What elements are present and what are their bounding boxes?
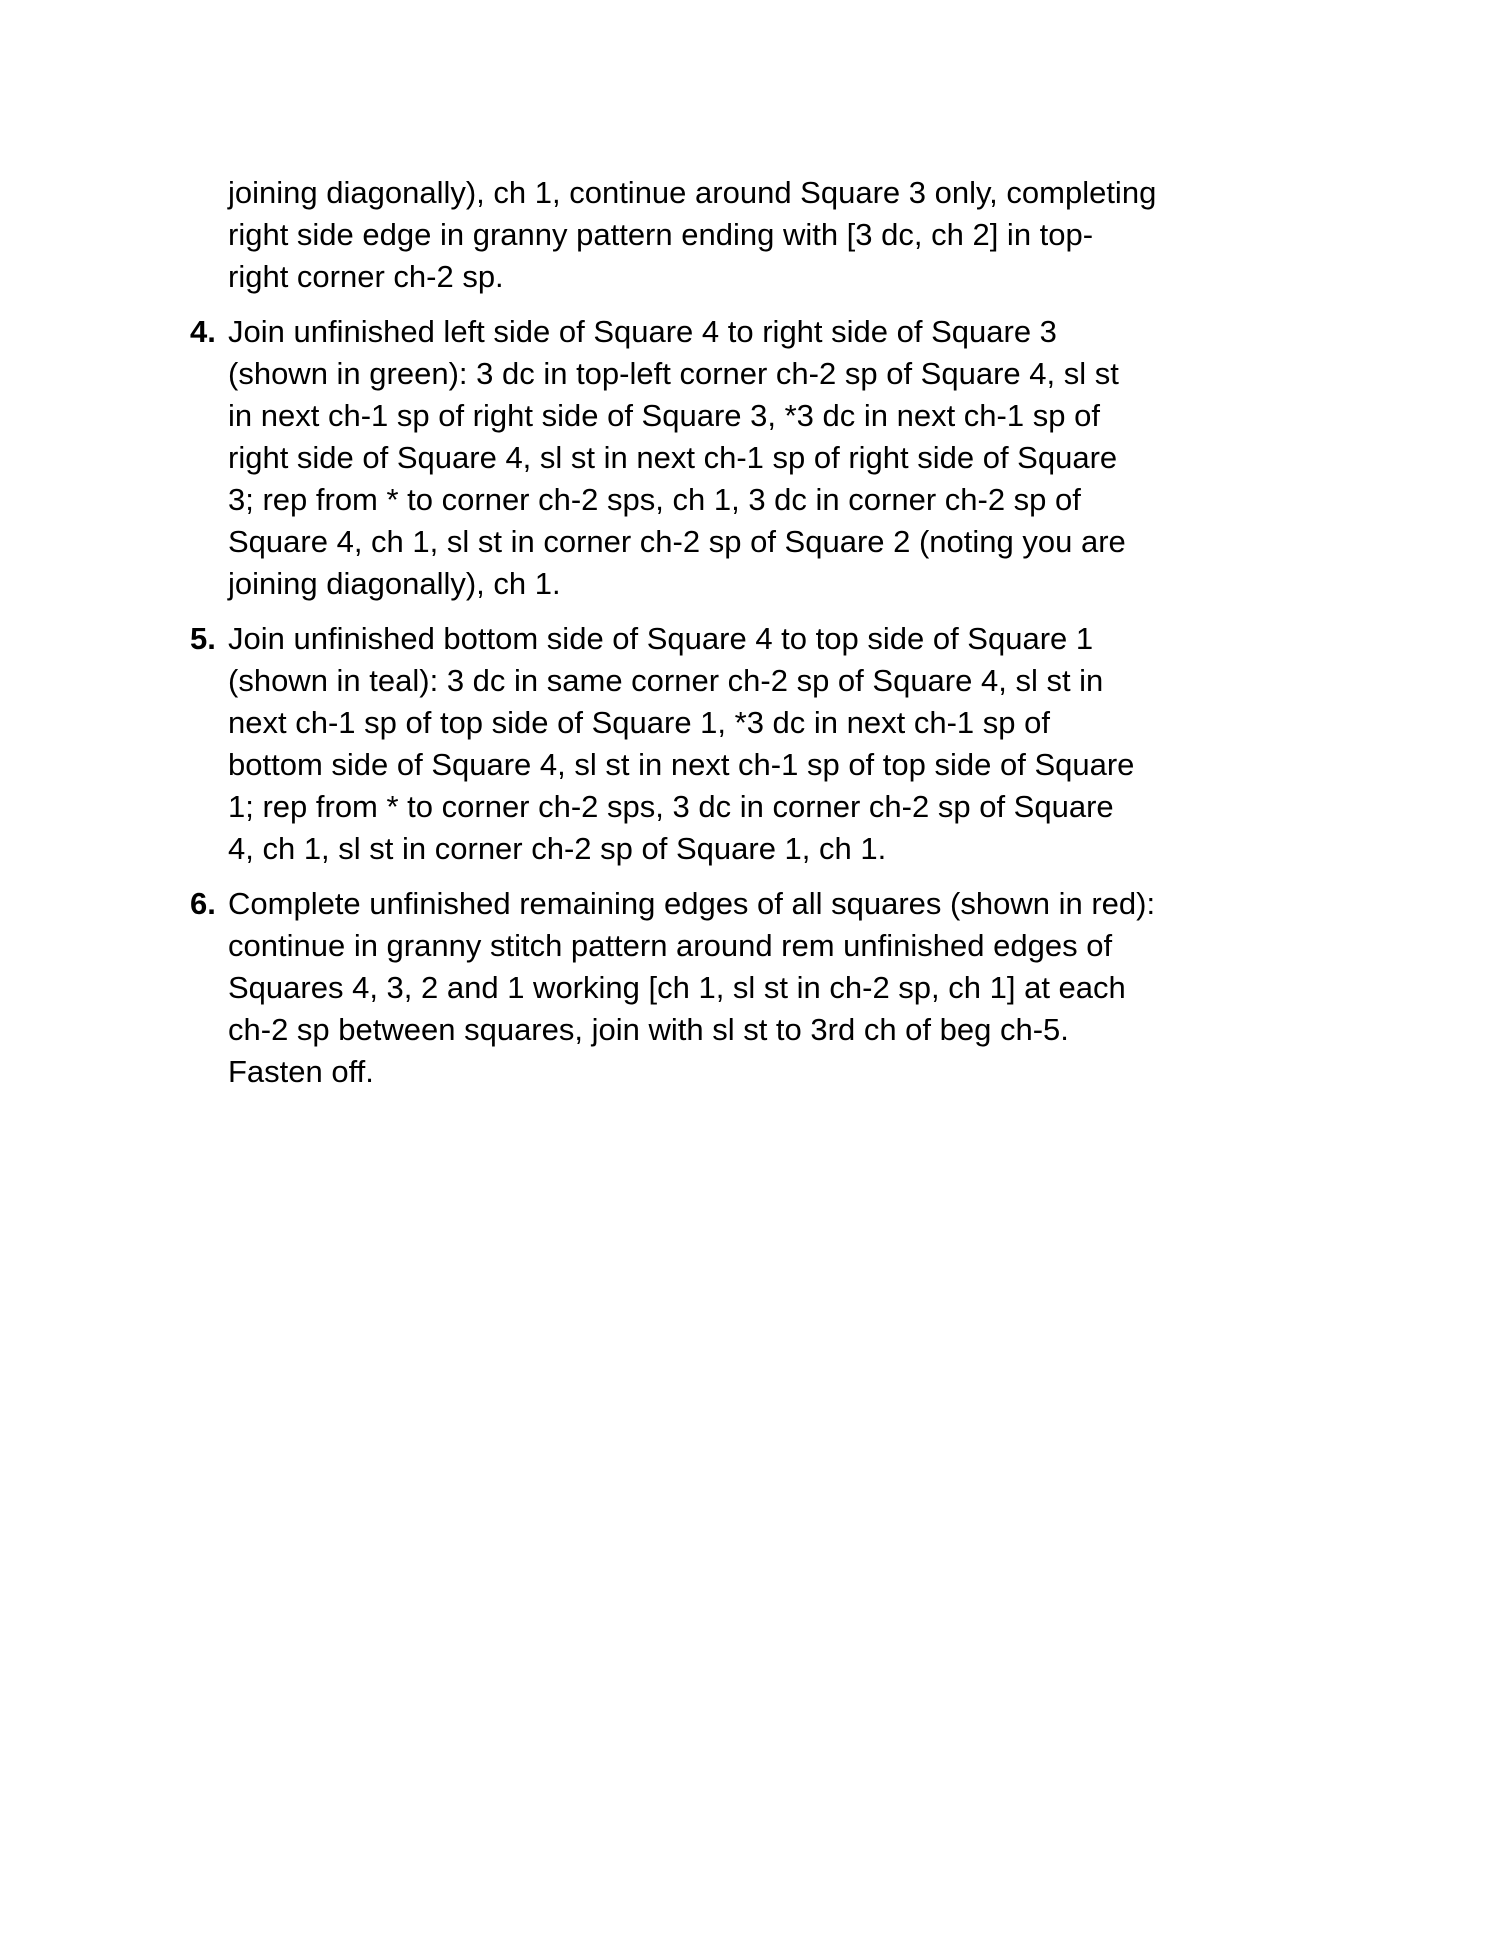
- text-line: joining diagonally), ch 1.: [228, 566, 561, 601]
- text-line: right side of Square 4, sl st in next ch-1 sp of right side of Square: [228, 440, 1118, 475]
- instruction-step-5: [190, 618, 1430, 870]
- text-line: Join unfinished bottom side of Square 4 to top side of Square 1: [228, 621, 1094, 656]
- text-line: ch-2 sp between squares, join with sl st to 3rd ch of beg ch-5.: [228, 1012, 1069, 1047]
- list-number: 5.: [190, 621, 216, 656]
- text-line: Join unfinished left side of Square 4 to right side of Square 3: [228, 314, 1057, 349]
- instruction-step3-continuation: [190, 172, 1430, 298]
- text-line: Fasten off.: [228, 1054, 374, 1089]
- text-line: Squares 4, 3, 2 and 1 working [ch 1, sl st in ch-2 sp, ch 1] at each: [228, 970, 1126, 1005]
- step-5-text: [228, 618, 1430, 870]
- instruction-step-4: [190, 311, 1430, 605]
- text-line: continue in granny stitch pattern around rem unfinished edges of: [228, 928, 1113, 963]
- text-line: Square 4, ch 1, sl st in corner ch-2 sp of Square 2 (noting you are: [228, 524, 1126, 559]
- step-6-text: [228, 883, 1430, 1093]
- text-line: (shown in green): 3 dc in top-left corner ch-2 sp of Square 4, sl st: [228, 356, 1119, 391]
- text-line: 1; rep from * to corner ch-2 sps, 3 dc in corner ch-2 sp of Square: [228, 789, 1114, 824]
- list-number: 6.: [190, 886, 216, 921]
- pattern-instructions: [190, 172, 1430, 1106]
- text-line: bottom side of Square 4, sl st in next ch-1 sp of top side of Square: [228, 747, 1135, 782]
- text-line: next ch-1 sp of top side of Square 1, *3 dc in next ch-1 sp of: [228, 705, 1050, 740]
- text-line: Complete unfinished remaining edges of all squares (shown in red):: [228, 886, 1156, 921]
- text-line: joining diagonally), ch 1, continue around Square 3 only, completing: [228, 175, 1157, 210]
- list-number: 4.: [190, 314, 216, 349]
- text-line: right corner ch-2 sp.: [228, 259, 504, 294]
- text-line: 3; rep from * to corner ch-2 sps, ch 1, 3 dc in corner ch-2 sp of: [228, 482, 1081, 517]
- text-line: (shown in teal): 3 dc in same corner ch-2 sp of Square 4, sl st in: [228, 663, 1104, 698]
- text-line: 4, ch 1, sl st in corner ch-2 sp of Square 1, ch 1.: [228, 831, 887, 866]
- text-line: right side edge in granny pattern ending with [3 dc, ch 2] in top-: [228, 217, 1094, 252]
- instruction-step-6: [190, 883, 1430, 1093]
- text-line: in next ch-1 sp of right side of Square 3, *3 dc in next ch-1 sp of: [228, 398, 1100, 433]
- step-4-text: [228, 311, 1430, 605]
